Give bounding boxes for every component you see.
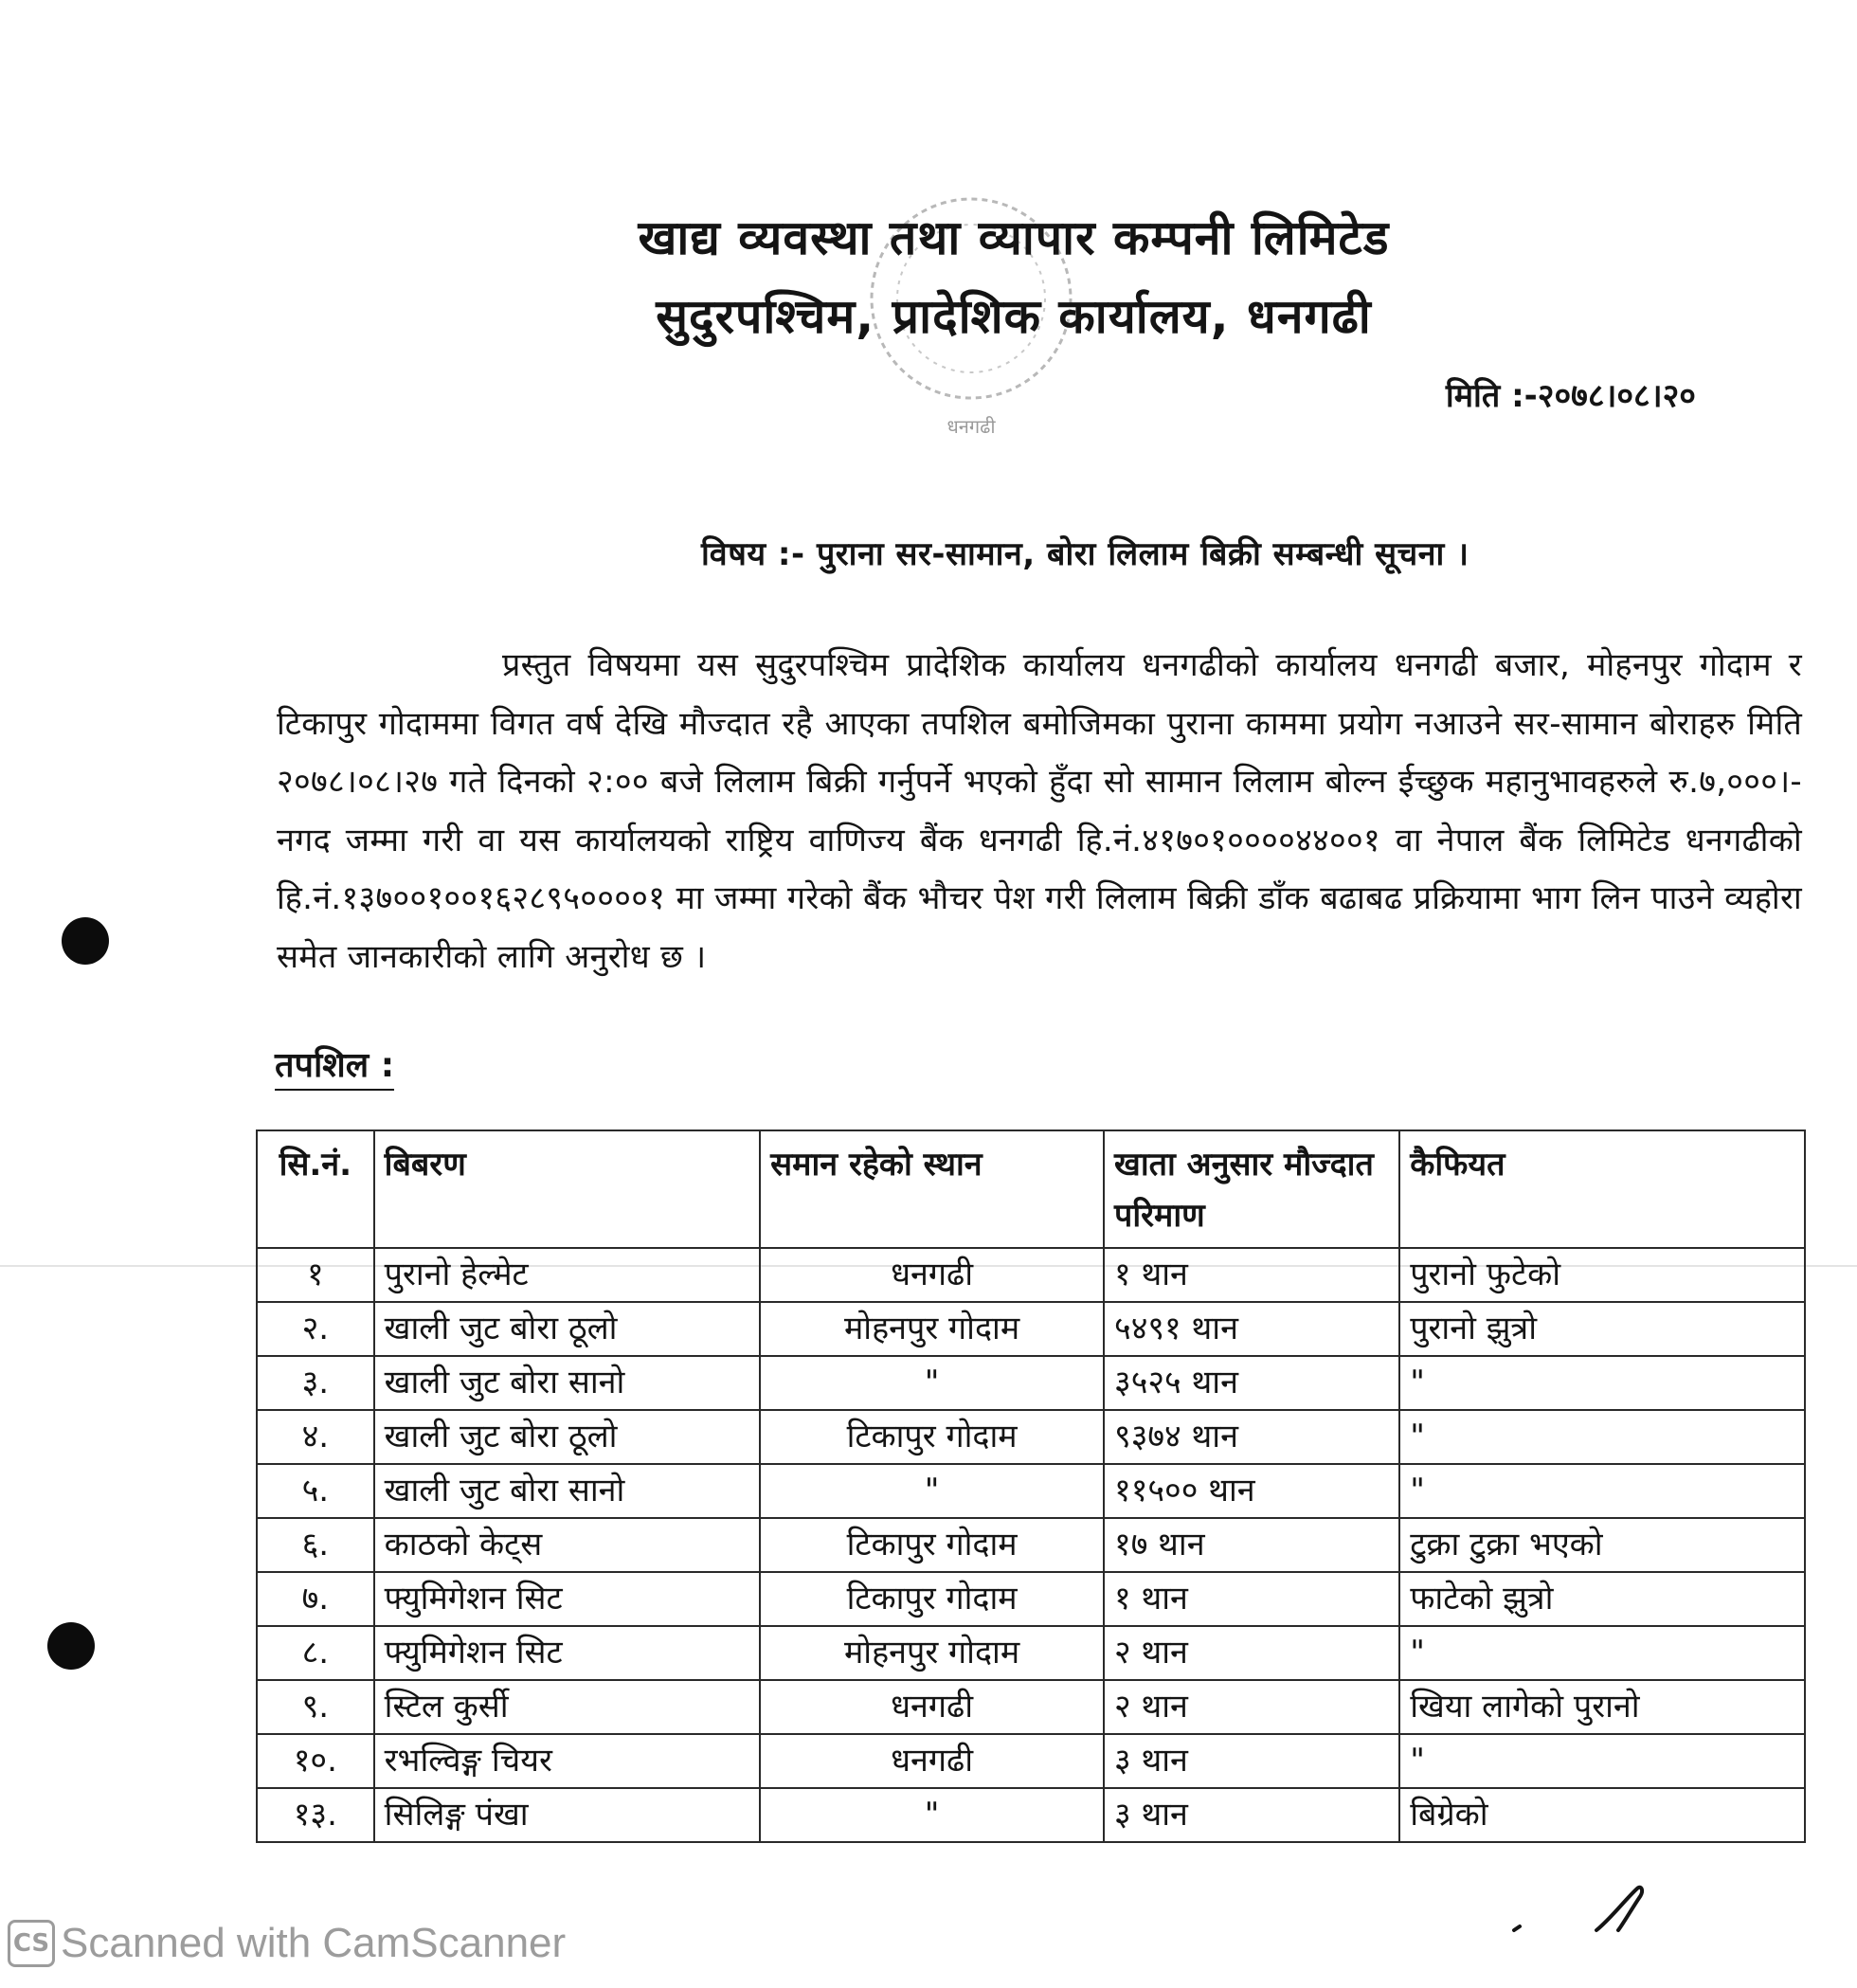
- cell-quantity: ३५२५ थान: [1104, 1356, 1399, 1410]
- table-row: [257, 1626, 1805, 1680]
- cell-description: खाली जुट बोरा ठूलो: [374, 1410, 760, 1464]
- cell-serial: ४.: [257, 1410, 374, 1464]
- table-row: [257, 1464, 1805, 1518]
- office-name: सुदुरपश्चिम, प्रादेशिक कार्यालय, धनगढी: [656, 289, 1372, 344]
- cell-remarks: ": [1399, 1734, 1805, 1788]
- cell-description: खाली जुट बोरा सानो: [374, 1356, 760, 1410]
- table-row: [257, 1788, 1805, 1842]
- cell-description: स्टिल कुर्सी: [374, 1680, 760, 1734]
- cell-remarks: फाटेको झुत्रो: [1399, 1572, 1805, 1626]
- notice-body: प्रस्तुत विषयमा यस सुदुरपश्चिम प्रादेशिक कार्यालय धनगढीको कार्यालय धनगढी बजार, मोहनपुर गोदाम र टिकापुर गोदाममा विगत वर्ष देखि मौज्दात रहै आएका तपशिल बमोजिमका पुराना काममा प्रयोग नआउने सर-सामान बोराहरु मिति २०७८।०८।२७ गते दिनको २:०० बजे लिलाम बिक्री गर्नुपर्ने भएको हुँदा सो सामान लिलाम बोल्न ईच्छुक महानुभावहरुले रु.७,०००।- नगद जम्मा गरी वा यस कार्यालयको राष्ट्रिय वाणिज्य बैंक धनगढी हि.नं.४१७०१००००४४००१ वा नेपाल बैंक लिमिटेड धनगढीको हि.नं.१३७००१००१६२८९५००००१ मा जम्मा गरेको बैंक भौचर पेश गरी लिलाम बिक्री डाँक बढाबढ प्रक्रियामा भाग लिन पाउने व्यहोरा समेत जानकारीको लागि अनुरोध छ ।: [277, 646, 1802, 976]
- cell-quantity: २ थान: [1104, 1680, 1399, 1734]
- cell-remarks: ": [1399, 1626, 1805, 1680]
- cell-serial: १: [257, 1248, 374, 1302]
- stamp-text: धनगढी: [947, 415, 996, 438]
- cell-quantity: २ थान: [1104, 1626, 1399, 1680]
- cell-quantity: ५४९१ थान: [1104, 1302, 1399, 1356]
- cell-serial: ९.: [257, 1680, 374, 1734]
- punch-hole-dot: [62, 917, 109, 965]
- cell-quantity: १ थान: [1104, 1572, 1399, 1626]
- cell-remarks: खिया लागेको पुरानो: [1399, 1680, 1805, 1734]
- subject-line: विषय :- पुराना सर-सामान, बोरा लिलाम बिक्री सम्बन्धी सूचना ।: [701, 535, 1469, 573]
- table-header-row: [257, 1130, 1805, 1248]
- cell-serial: ५.: [257, 1464, 374, 1518]
- cell-remarks: ": [1399, 1410, 1805, 1464]
- cell-remarks: ": [1399, 1464, 1805, 1518]
- cell-description: फ्युमिगेशन सिट: [374, 1572, 760, 1626]
- cell-location: धनगढी: [760, 1734, 1104, 1788]
- table-row: [257, 1410, 1805, 1464]
- cell-location: टिकापुर गोदाम: [760, 1572, 1104, 1626]
- inventory-table: [256, 1130, 1806, 1843]
- cell-serial: १३.: [257, 1788, 374, 1842]
- punch-hole-dot: [47, 1622, 95, 1670]
- cell-description: खाली जुट बोरा सानो: [374, 1464, 760, 1518]
- camscanner-logo-icon: CS: [8, 1920, 55, 1967]
- cell-serial: ७.: [257, 1572, 374, 1626]
- cell-quantity: १७ थान: [1104, 1518, 1399, 1572]
- table-row: [257, 1572, 1805, 1626]
- cell-description: फ्युमिगेशन सिट: [374, 1626, 760, 1680]
- cell-remarks: बिग्रेको: [1399, 1788, 1805, 1842]
- cell-location: मोहनपुर गोदाम: [760, 1302, 1104, 1356]
- cell-quantity: ११५०० थान: [1104, 1464, 1399, 1518]
- cell-description: पुरानो हेल्मेट: [374, 1248, 760, 1302]
- table-row: [257, 1248, 1805, 1302]
- header-description: बिबरण: [374, 1130, 760, 1248]
- cell-serial: ६.: [257, 1518, 374, 1572]
- table-row: [257, 1518, 1805, 1572]
- cell-remarks: ": [1399, 1356, 1805, 1410]
- cell-location: टिकापुर गोदाम: [760, 1410, 1104, 1464]
- cell-location: ": [760, 1788, 1104, 1842]
- cell-location: धनगढी: [760, 1680, 1104, 1734]
- cell-quantity: ३ थान: [1104, 1734, 1399, 1788]
- cell-serial: ८.: [257, 1626, 374, 1680]
- table-row: [257, 1680, 1805, 1734]
- table-row: [257, 1734, 1805, 1788]
- cell-location: टिकापुर गोदाम: [760, 1518, 1104, 1572]
- cell-serial: ३.: [257, 1356, 374, 1410]
- cell-description: रभल्विङ्ग चियर: [374, 1734, 760, 1788]
- cell-description: काठको केट्स: [374, 1518, 760, 1572]
- header-location: समान रहेको स्थान: [760, 1130, 1104, 1248]
- organization-name: खाद्य व्यवस्था तथा व्यापार कम्पनी लिमिटेड: [638, 210, 1390, 265]
- watermark-text: Scanned with CamScanner: [61, 1920, 567, 1966]
- cell-location: धनगढी: [760, 1248, 1104, 1302]
- header-quantity: खाता अनुसार मौज्दात परिमाण: [1104, 1130, 1399, 1248]
- document-date: मिति :-२०७८।०८।२०: [1445, 377, 1696, 415]
- cell-description: सिलिङ्ग पंखा: [374, 1788, 760, 1842]
- cell-serial: १०.: [257, 1734, 374, 1788]
- camscanner-watermark: [8, 1919, 566, 1968]
- cell-remarks: टुक्रा टुक्रा भएको: [1399, 1518, 1805, 1572]
- table-row: [257, 1356, 1805, 1410]
- table-row: [257, 1302, 1805, 1356]
- cell-location: ": [760, 1356, 1104, 1410]
- cell-quantity: ३ थान: [1104, 1788, 1399, 1842]
- cell-description: खाली जुट बोरा ठूलो: [374, 1302, 760, 1356]
- cell-location: ": [760, 1464, 1104, 1518]
- cell-remarks: पुरानो झुत्रो: [1399, 1302, 1805, 1356]
- signature-mark: [1506, 1881, 1677, 1938]
- cell-quantity: ९३७४ थान: [1104, 1410, 1399, 1464]
- cell-location: मोहनपुर गोदाम: [760, 1626, 1104, 1680]
- cell-serial: २.: [257, 1302, 374, 1356]
- details-label: तपशिल :: [275, 1040, 394, 1091]
- cell-quantity: १ थान: [1104, 1248, 1399, 1302]
- header-serial: सि.नं.: [257, 1130, 374, 1248]
- header-remarks: कैफियत: [1399, 1130, 1805, 1248]
- cell-remarks: पुरानो फुटेको: [1399, 1248, 1805, 1302]
